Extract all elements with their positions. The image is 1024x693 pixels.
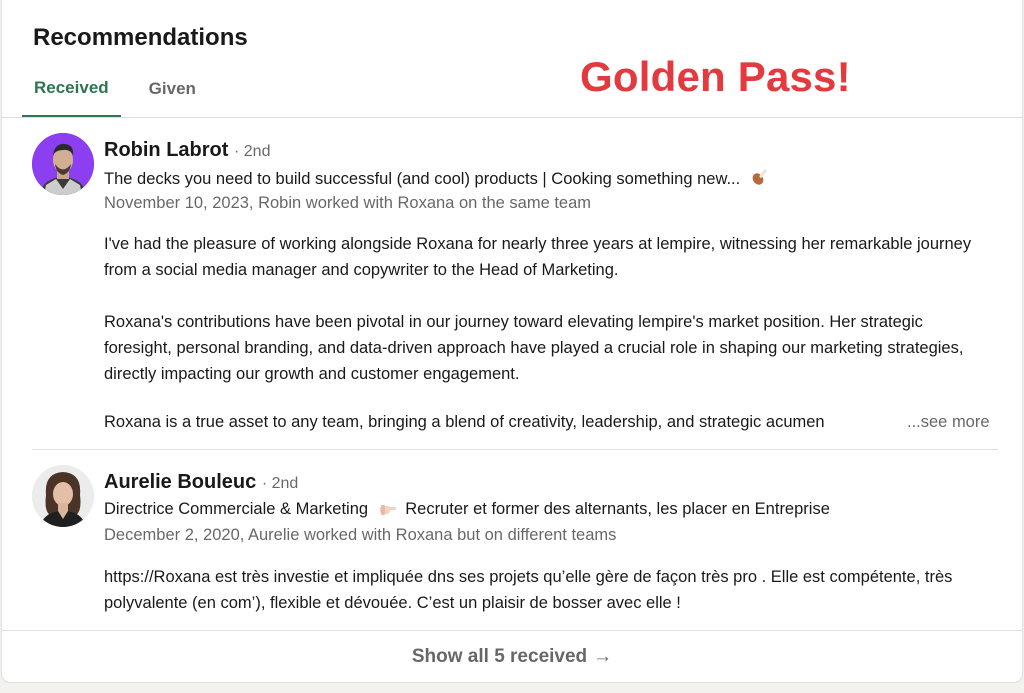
- recommendation-paragraph: I've had the pleasure of working alongside Roxana for nearly three years at lempire, witnessing her remarkable journey from a social media manager and copywriter to the Head of Marketing.: [104, 235, 972, 279]
- chicken-leg-icon: [751, 168, 769, 191]
- avatar-aurelie[interactable]: [32, 465, 94, 527]
- connection-degree: · 2nd: [261, 475, 299, 492]
- show-all-button[interactable]: [2, 631, 1022, 682]
- recommender-name-line: [104, 471, 298, 494]
- tabs-divider: [2, 117, 1022, 118]
- recommendation-divider: [32, 449, 998, 450]
- pointing-hand-icon: [379, 502, 397, 521]
- golden-pass-overlay: Golden Pass!: [580, 53, 851, 100]
- show-all-label: Show all 5 received: [411, 645, 588, 667]
- avatar-person-icon: [32, 133, 94, 195]
- recommendations-card: [2, 0, 1022, 682]
- recommender-headline: Directrice Commerciale & Marketing Recruter et former des alternants, les placer en Entreprise: [104, 500, 830, 521]
- avatar-robin[interactable]: [32, 133, 94, 195]
- recommendation-meta: November 10, 2023, Robin worked with Roxana on the same team: [104, 194, 592, 212]
- recommender-name[interactable]: Robin Labrot: [104, 139, 229, 161]
- recommendation-meta: December 2, 2020, Aurelie worked with Roxana but on different teams: [104, 526, 617, 544]
- recommendation-truncated-line: Roxana is a true asset to any team, bringing a blend of creativity, leadership, and strategic acumen: [104, 413, 825, 431]
- recommender-name[interactable]: Aurelie Bouleuc: [104, 471, 257, 493]
- see-more-link[interactable]: ...see more: [907, 413, 990, 431]
- recommender-headline: The decks you need to build successful (and cool) products | Cooking something new...: [104, 168, 769, 191]
- recommendation-paragraph: Roxana's contributions have been pivotal in our journey toward elevating lempire's market position. Her strategic foresight, personal branding, and data-driven approach have played a crucial role in shaping our marketing strategies, directly impacting our growth and customer engagement.: [104, 313, 964, 383]
- tab-received[interactable]: Received: [22, 60, 121, 117]
- avatar-person-icon: [32, 465, 94, 527]
- tab-given[interactable]: Given: [148, 78, 196, 98]
- arrow-right-icon: →: [593, 645, 613, 667]
- section-title: Recommendations: [33, 24, 248, 51]
- recommendation-paragraph: https://Roxana est très investie et impliquée dns ses projets qu’elle gère de façon très pro . Elle est compétente, très polyvalente (en com’), flexible et dévouée. C’est un plaisir de bosser avec elle !: [104, 568, 953, 612]
- recommender-name-line: [104, 139, 270, 162]
- tab-bar: [22, 60, 224, 117]
- connection-degree: · 2nd: [234, 143, 271, 160]
